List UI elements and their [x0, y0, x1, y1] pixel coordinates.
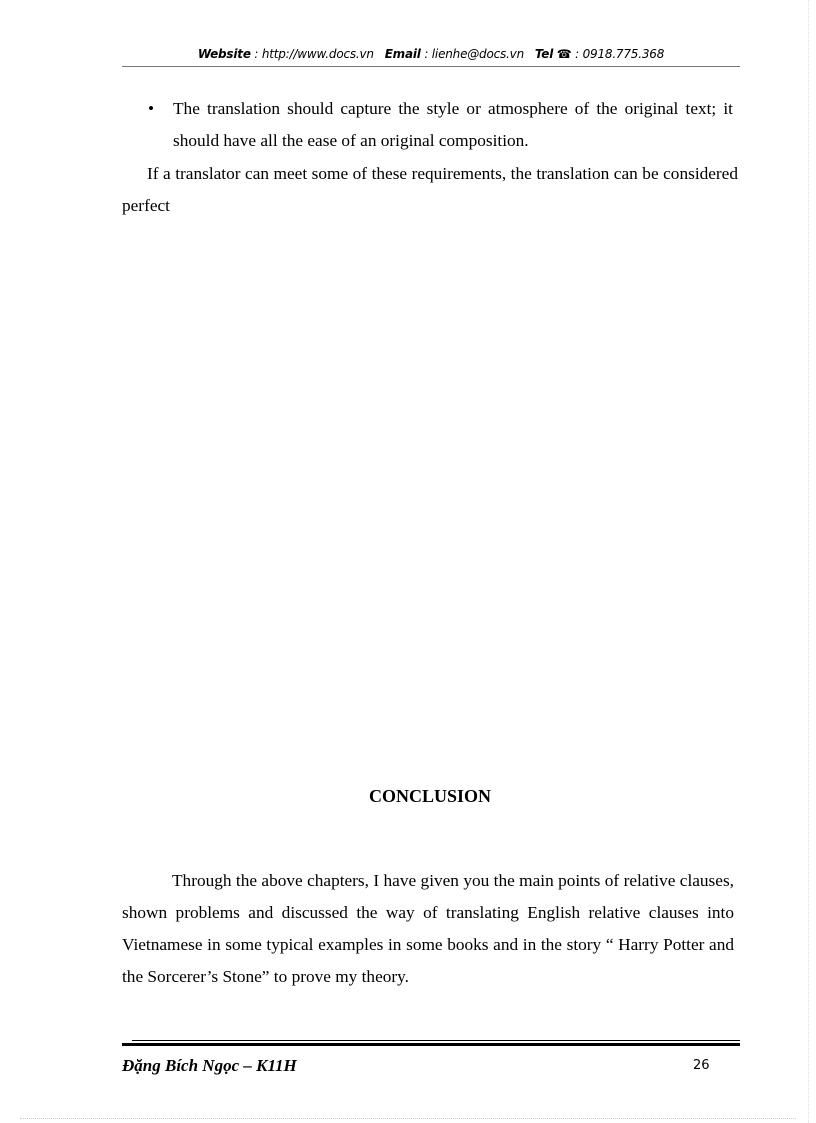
- tel-label: Tel: [534, 47, 554, 61]
- website-label: Website: [197, 47, 251, 61]
- page-number: 26: [693, 1058, 710, 1073]
- paragraph-conclusion-text: Through the above chapters, I have given you the main points of relative clauses, shown problems and discussed the way of translating English relative clauses into Vietnamese in some typical examples in some books and in the story “ Harry Potter and the Sorcerer’s Stone” to prove my theory.: [122, 871, 734, 986]
- tel-value: : 0918.775.368: [575, 47, 665, 61]
- paragraph-conclusion: [122, 865, 734, 993]
- page-bottom-edge: [20, 1118, 796, 1119]
- paragraph-requirements: [122, 158, 738, 222]
- paragraph-requirements-text: If a translator can meet some of these requirements, the translation can be considered perfect: [122, 164, 738, 215]
- page-header: [122, 47, 740, 61]
- footer-rule: [122, 1040, 740, 1046]
- bullet-icon: •: [148, 99, 155, 118]
- phone-icon: ☎: [556, 47, 572, 61]
- email-label: Email: [384, 47, 421, 61]
- website-value: : http://www.docs.vn: [254, 47, 374, 61]
- header-rule: [122, 66, 740, 67]
- footer-author: Đặng Bích Ngọc – K11H: [122, 1056, 297, 1075]
- email-value: : lienhe@docs.vn: [424, 47, 524, 61]
- bullet-item: [148, 93, 740, 157]
- conclusion-heading: CONCLUSION: [368, 786, 492, 806]
- bullet-text: The translation should capture the style or atmosphere of the original text; it should have all the ease of an original composition.: [173, 99, 733, 150]
- page-right-edge: [808, 0, 809, 1123]
